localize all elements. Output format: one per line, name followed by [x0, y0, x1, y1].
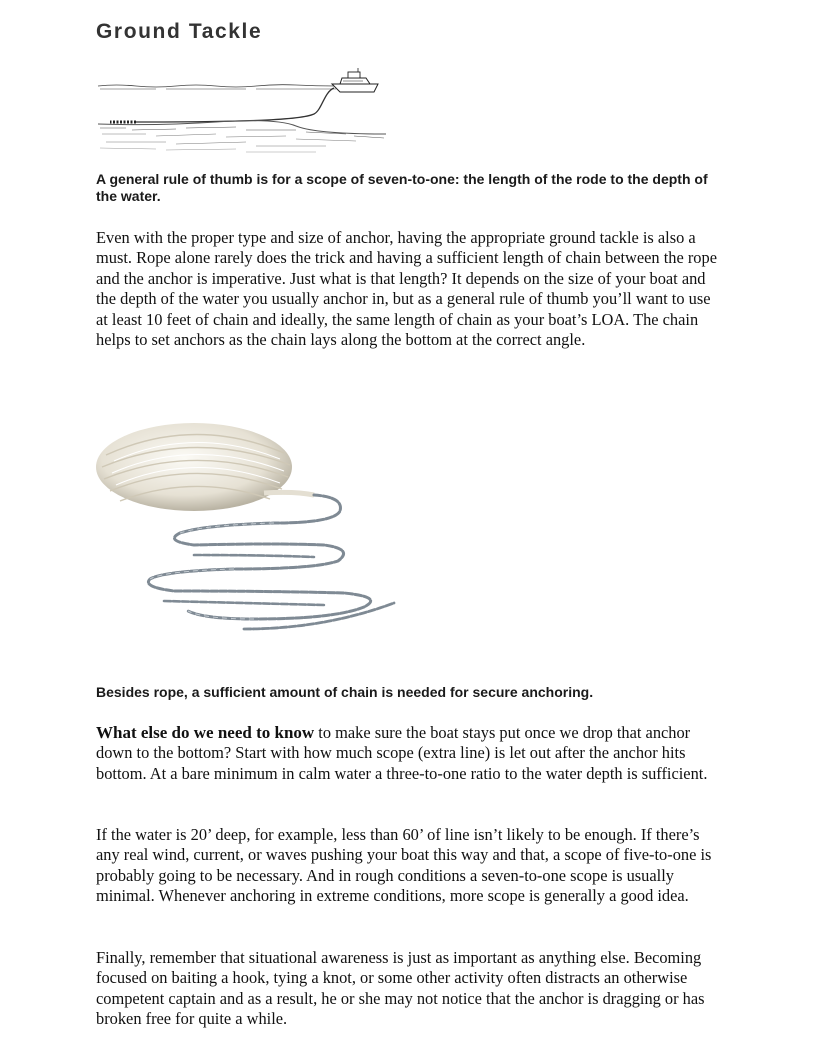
paragraph-ground-tackle: Even with the proper type and size of anchor, having the appropriate ground tackle is also a must. Rope alone rarely does the trick and having a sufficient length of chain between the rope and the anchor is imperative. Just what is that length? It depends on the size of your boat and the depth of the water you usually anchor in, but as a general rule of thumb you’ll want to use at least 10 feet of chain and ideally, the same length of chain as your boat’s LOA. The chain helps to set anchors as the chain lays along the bottom at the correct angle.: [96, 228, 717, 350]
chain-icon: [148, 495, 394, 629]
paragraph-scope-intro: [96, 723, 720, 784]
paragraph-scope-example: If the water is 20’ deep, for example, less than 60’ of line isn’t likely to be enough. If there’s any real wind, current, or waves pushing your boat this way and that, a scope of five-to-one is probably going to be necessary. And in rough conditions a seven-to-one scope is usually minimal. Whenever anchoring in extreme conditions, more scope is generally a good idea.: [96, 825, 712, 906]
page-title: Ground Tackle: [96, 20, 263, 43]
rode-line: [136, 88, 334, 122]
rope-coil-icon: [96, 423, 314, 511]
figure-caption-scope: A general rule of thumb is for a scope of seven-to-one: the length of the rode to the depth of the water.: [96, 171, 708, 204]
paragraph-situational-awareness: Finally, remember that situational awareness is just as important as anything else. Becoming focused on baiting a hook, tying a knot, or some other activity often distracts an otherwise competent captain and as a result, he or she may not notice that the anchor is dragging or has broken free for quite a while.: [96, 948, 705, 1029]
boat-anchor-scope-illustration: [96, 62, 388, 156]
paragraph-lead-in: What else do we need to know: [96, 723, 315, 742]
rope-chain-photo: [94, 415, 408, 640]
paragraph-scope-intro-text: to make sure the boat stays put once we drop that anchor down to the bottom? Start with how much scope (extra line) is let out after the anchor hits bottom. At a bare minimum in calm water a three-to-one ratio to the water depth is sufficient.: [96, 723, 708, 783]
boat-icon: [332, 68, 378, 92]
figure-caption-chain: Besides rope, a sufficient amount of chain is needed for secure anchoring.: [96, 684, 594, 700]
